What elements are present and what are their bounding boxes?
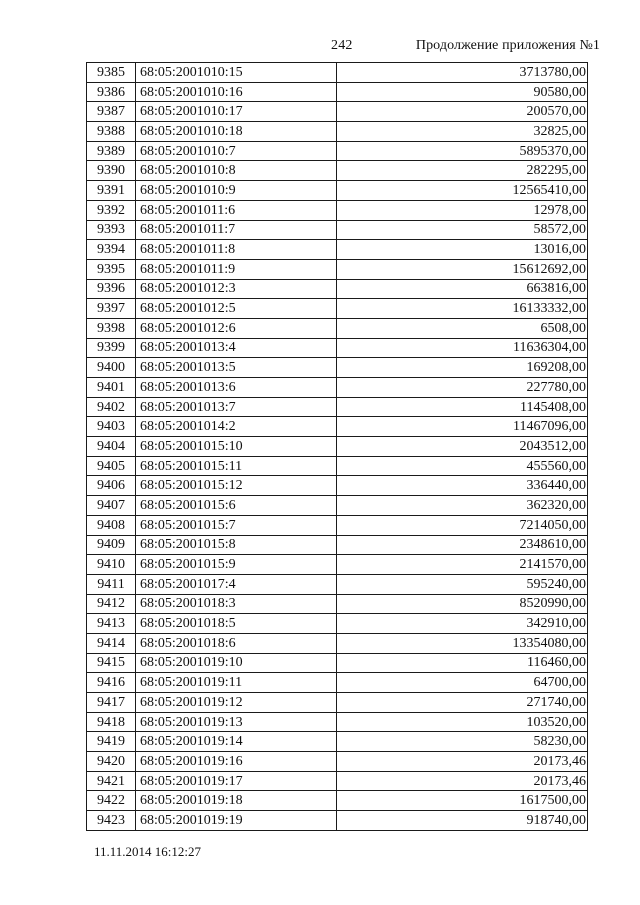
cadastral-value-cell: 7214050,00	[337, 515, 588, 535]
cadastral-number-cell: 68:05:2001014:2	[136, 417, 337, 437]
cadastral-value-cell: 200570,00	[337, 102, 588, 122]
row-number-cell: 9397	[87, 299, 136, 319]
cadastral-value-cell: 32825,00	[337, 122, 588, 142]
cadastral-value-cell: 6508,00	[337, 318, 588, 338]
row-number-cell: 9403	[87, 417, 136, 437]
cadastral-number-cell: 68:05:2001013:6	[136, 378, 337, 398]
row-number-cell: 9411	[87, 574, 136, 594]
cadastral-value-cell: 227780,00	[337, 378, 588, 398]
cadastral-value-cell: 595240,00	[337, 574, 588, 594]
cadastral-value-cell: 58572,00	[337, 220, 588, 240]
table-row	[87, 220, 588, 240]
table-row	[87, 397, 588, 417]
row-number-cell: 9389	[87, 141, 136, 161]
table-row	[87, 141, 588, 161]
cadastral-number-cell: 68:05:2001019:10	[136, 653, 337, 673]
table-row	[87, 279, 588, 299]
table-row	[87, 122, 588, 142]
table-row	[87, 102, 588, 122]
cadastral-value-cell: 282295,00	[337, 161, 588, 181]
cadastral-number-cell: 68:05:2001010:8	[136, 161, 337, 181]
cadastral-number-cell: 68:05:2001015:12	[136, 476, 337, 496]
table-row	[87, 752, 588, 772]
cadastral-value-cell: 12978,00	[337, 200, 588, 220]
row-number-cell: 9409	[87, 535, 136, 555]
cadastral-number-cell: 68:05:2001019:13	[136, 712, 337, 732]
cadastral-value-cell: 1145408,00	[337, 397, 588, 417]
table-row	[87, 555, 588, 575]
table-row	[87, 318, 588, 338]
cadastral-number-cell: 68:05:2001015:10	[136, 437, 337, 457]
table-row	[87, 633, 588, 653]
cadastral-value-cell: 103520,00	[337, 712, 588, 732]
row-number-cell: 9401	[87, 378, 136, 398]
cadastral-number-cell: 68:05:2001017:4	[136, 574, 337, 594]
cadastral-value-cell: 20173,46	[337, 752, 588, 772]
cadastral-value-cell: 13354080,00	[337, 633, 588, 653]
row-number-cell: 9400	[87, 358, 136, 378]
cadastral-number-cell: 68:05:2001010:15	[136, 63, 337, 83]
cadastral-number-cell: 68:05:2001010:17	[136, 102, 337, 122]
table-row	[87, 456, 588, 476]
table-row	[87, 614, 588, 634]
row-number-cell: 9404	[87, 437, 136, 457]
cadastral-number-cell: 68:05:2001010:18	[136, 122, 337, 142]
cadastral-value-cell: 20173,46	[337, 771, 588, 791]
cadastral-value-cell: 271740,00	[337, 693, 588, 713]
row-number-cell: 9407	[87, 496, 136, 516]
cadastral-value-cell: 15612692,00	[337, 259, 588, 279]
cadastral-value-cell: 116460,00	[337, 653, 588, 673]
table-row	[87, 378, 588, 398]
cadastral-number-cell: 68:05:2001010:9	[136, 181, 337, 201]
cadastral-value-cell: 2141570,00	[337, 555, 588, 575]
page-header-title: Продолжение приложения №1	[415, 38, 600, 53]
cadastral-number-cell: 68:05:2001019:18	[136, 791, 337, 811]
table-row	[87, 338, 588, 358]
cadastral-number-cell: 68:05:2001013:5	[136, 358, 337, 378]
table-row	[87, 811, 588, 831]
cadastral-value-cell: 5895370,00	[337, 141, 588, 161]
cadastral-value-cell: 13016,00	[337, 240, 588, 260]
table-row	[87, 240, 588, 260]
cadastral-number-cell: 68:05:2001012:3	[136, 279, 337, 299]
table-row	[87, 181, 588, 201]
table-row	[87, 437, 588, 457]
cadastral-value-cell: 90580,00	[337, 82, 588, 102]
row-number-cell: 9399	[87, 338, 136, 358]
table-row	[87, 574, 588, 594]
table-row	[87, 535, 588, 555]
cadastral-number-cell: 68:05:2001013:4	[136, 338, 337, 358]
row-number-cell: 9396	[87, 279, 136, 299]
cadastral-number-cell: 68:05:2001019:14	[136, 732, 337, 752]
table-row	[87, 476, 588, 496]
cadastral-number-cell: 68:05:2001018:6	[136, 633, 337, 653]
cadastral-value-cell: 64700,00	[337, 673, 588, 693]
cadastral-number-cell: 68:05:2001018:5	[136, 614, 337, 634]
cadastral-value-cell: 58230,00	[337, 732, 588, 752]
cadastral-number-cell: 68:05:2001015:9	[136, 555, 337, 575]
row-number-cell: 9415	[87, 653, 136, 673]
cadastral-value-cell: 1617500,00	[337, 791, 588, 811]
table-body	[87, 63, 588, 831]
cadastral-number-cell: 68:05:2001011:9	[136, 259, 337, 279]
table-row	[87, 299, 588, 319]
row-number-cell: 9391	[87, 181, 136, 201]
cadastral-number-cell: 68:05:2001018:3	[136, 594, 337, 614]
table-row	[87, 515, 588, 535]
row-number-cell: 9405	[87, 456, 136, 476]
cadastral-number-cell: 68:05:2001015:7	[136, 515, 337, 535]
cadastral-value-cell: 169208,00	[337, 358, 588, 378]
cadastral-number-cell: 68:05:2001013:7	[136, 397, 337, 417]
cadastral-number-cell: 68:05:2001019:19	[136, 811, 337, 831]
row-number-cell: 9408	[87, 515, 136, 535]
table-row	[87, 594, 588, 614]
row-number-cell: 9395	[87, 259, 136, 279]
cadastral-value-cell: 342910,00	[337, 614, 588, 634]
row-number-cell: 9413	[87, 614, 136, 634]
page-number: 242	[331, 38, 353, 53]
cadastral-value-cell: 663816,00	[337, 279, 588, 299]
cadastral-value-cell: 455560,00	[337, 456, 588, 476]
row-number-cell: 9422	[87, 791, 136, 811]
cadastral-number-cell: 68:05:2001011:7	[136, 220, 337, 240]
cadastral-value-cell: 2348610,00	[337, 535, 588, 555]
table-row	[87, 693, 588, 713]
cadastral-number-cell: 68:05:2001015:6	[136, 496, 337, 516]
cadastral-value-cell: 3713780,00	[337, 63, 588, 83]
cadastral-number-cell: 68:05:2001019:17	[136, 771, 337, 791]
table-row	[87, 259, 588, 279]
row-number-cell: 9390	[87, 161, 136, 181]
cadastral-value-cell: 336440,00	[337, 476, 588, 496]
row-number-cell: 9416	[87, 673, 136, 693]
row-number-cell: 9414	[87, 633, 136, 653]
cadastral-number-cell: 68:05:2001011:6	[136, 200, 337, 220]
cadastral-value-cell: 8520990,00	[337, 594, 588, 614]
table-row	[87, 771, 588, 791]
cadastral-value-cell: 12565410,00	[337, 181, 588, 201]
cadastral-number-cell: 68:05:2001011:8	[136, 240, 337, 260]
table-row	[87, 82, 588, 102]
cadastral-number-cell: 68:05:2001015:8	[136, 535, 337, 555]
row-number-cell: 9418	[87, 712, 136, 732]
table-row	[87, 732, 588, 752]
table-row	[87, 653, 588, 673]
row-number-cell: 9398	[87, 318, 136, 338]
print-timestamp: 11.11.2014 16:12:27	[94, 844, 202, 859]
row-number-cell: 9410	[87, 555, 136, 575]
cadastral-number-cell: 68:05:2001012:5	[136, 299, 337, 319]
cadastral-number-cell: 68:05:2001019:12	[136, 693, 337, 713]
table-row	[87, 63, 588, 83]
row-number-cell: 9402	[87, 397, 136, 417]
cadastral-value-cell: 11467096,00	[337, 417, 588, 437]
cadastral-number-cell: 68:05:2001012:6	[136, 318, 337, 338]
table-row	[87, 200, 588, 220]
row-number-cell: 9388	[87, 122, 136, 142]
cadastral-number-cell: 68:05:2001019:11	[136, 673, 337, 693]
cadastral-value-cell: 2043512,00	[337, 437, 588, 457]
row-number-cell: 9406	[87, 476, 136, 496]
row-number-cell: 9394	[87, 240, 136, 260]
cadastral-value-cell: 16133332,00	[337, 299, 588, 319]
cadastral-value-cell: 918740,00	[337, 811, 588, 831]
cadastral-number-cell: 68:05:2001010:16	[136, 82, 337, 102]
table-row	[87, 673, 588, 693]
table-row	[87, 791, 588, 811]
row-number-cell: 9386	[87, 82, 136, 102]
table-row	[87, 358, 588, 378]
row-number-cell: 9423	[87, 811, 136, 831]
row-number-cell: 9420	[87, 752, 136, 772]
cadastral-value-cell: 362320,00	[337, 496, 588, 516]
cadastral-number-cell: 68:05:2001015:11	[136, 456, 337, 476]
row-number-cell: 9385	[87, 63, 136, 83]
row-number-cell: 9387	[87, 102, 136, 122]
table-row	[87, 712, 588, 732]
row-number-cell: 9421	[87, 771, 136, 791]
row-number-cell: 9393	[87, 220, 136, 240]
cadastral-value-cell: 11636304,00	[337, 338, 588, 358]
row-number-cell: 9412	[87, 594, 136, 614]
row-number-cell: 9419	[87, 732, 136, 752]
cadastral-value-table	[86, 62, 588, 831]
table-row	[87, 161, 588, 181]
table-row	[87, 417, 588, 437]
row-number-cell: 9392	[87, 200, 136, 220]
cadastral-number-cell: 68:05:2001010:7	[136, 141, 337, 161]
row-number-cell: 9417	[87, 693, 136, 713]
table-row	[87, 496, 588, 516]
cadastral-number-cell: 68:05:2001019:16	[136, 752, 337, 772]
